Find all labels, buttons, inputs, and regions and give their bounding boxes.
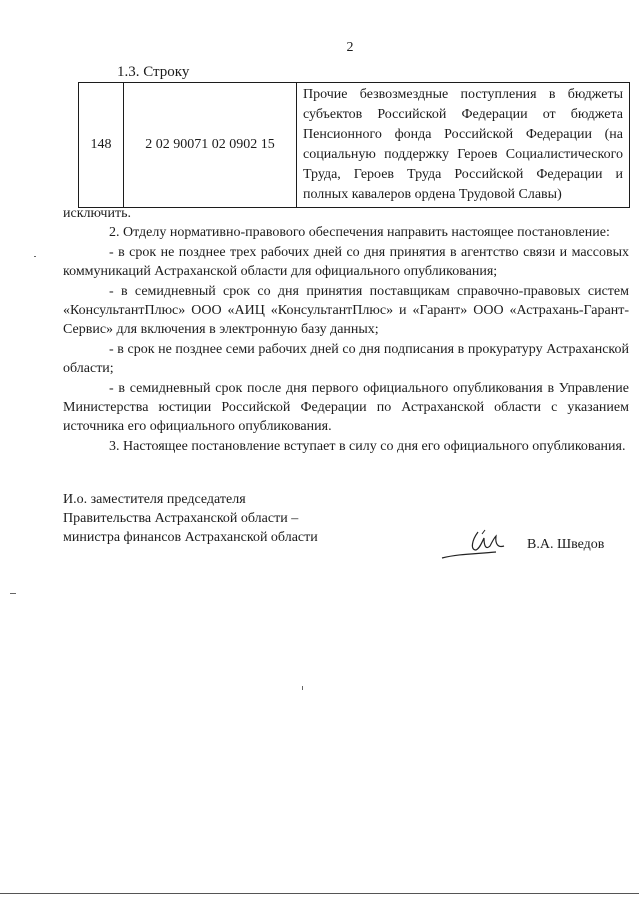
signatory-name: В.А. Шведов — [527, 537, 605, 552]
budget-table — [78, 82, 630, 208]
list-item: - в семидневный срок со дня принятия поставщикам справочно-правовых систем «КонсультантПлюс» ООО «АИЦ «КонсультантПлюс» и «Гарант» ООО «Астрахань-Гарант-Сервис» для включения в электронную базу данных; — [63, 283, 629, 338]
paragraph-3: 3. Настоящее постановление вступает в силу со дня его официального опубликования. — [109, 438, 626, 454]
paragraph-2: 2. Отделу нормативно-правового обеспечения направить настоящее постановление: — [109, 225, 610, 241]
scan-mark — [10, 593, 16, 594]
section-heading: 1.3. Строку — [117, 64, 190, 80]
list-item: - в срок не позднее семи рабочих дней со дня подписания в прокуратуру Астраханской области; — [63, 341, 629, 377]
signatory-title-line: Правительства Астраханской области – — [63, 511, 299, 526]
exclude-text: исключить. — [63, 206, 131, 221]
scan-mark — [34, 256, 36, 257]
footer-rule — [0, 893, 639, 894]
row-number: 148 — [79, 83, 124, 208]
signatory-title — [63, 490, 318, 547]
scan-mark — [302, 686, 303, 690]
document-body — [63, 204, 629, 456]
table-row — [79, 83, 630, 208]
signatory-title-line: И.о. заместителя председателя — [63, 492, 246, 507]
list-item: - в срок не позднее трех рабочих дней со дня принятия в агентство связи и массовых коммуникаций Астраханской области для официального опубликования; — [63, 244, 629, 280]
row-description: Прочие безвозмездные поступления в бюджеты субъектов Российской Федерации от бюджета Пенсионного фонда Российской Федерации (на социальную поддержку Героев Социалистического Труда, Героев Труда Российской Федерации и полных кавалеров ордена Трудовой Славы) — [297, 83, 630, 208]
page-number: 2 — [346, 40, 354, 55]
signatory-title-line: министра финансов Астраханской области — [63, 530, 318, 545]
handwritten-signature — [438, 524, 518, 564]
budget-code: 2 02 90071 02 0902 15 — [124, 83, 297, 208]
list-item: - в семидневный срок после дня первого официального опубликования в Управление Министерства юстиции Российской Федерации по Астраханской области с указанием источника его официального опубликования. — [63, 380, 629, 435]
